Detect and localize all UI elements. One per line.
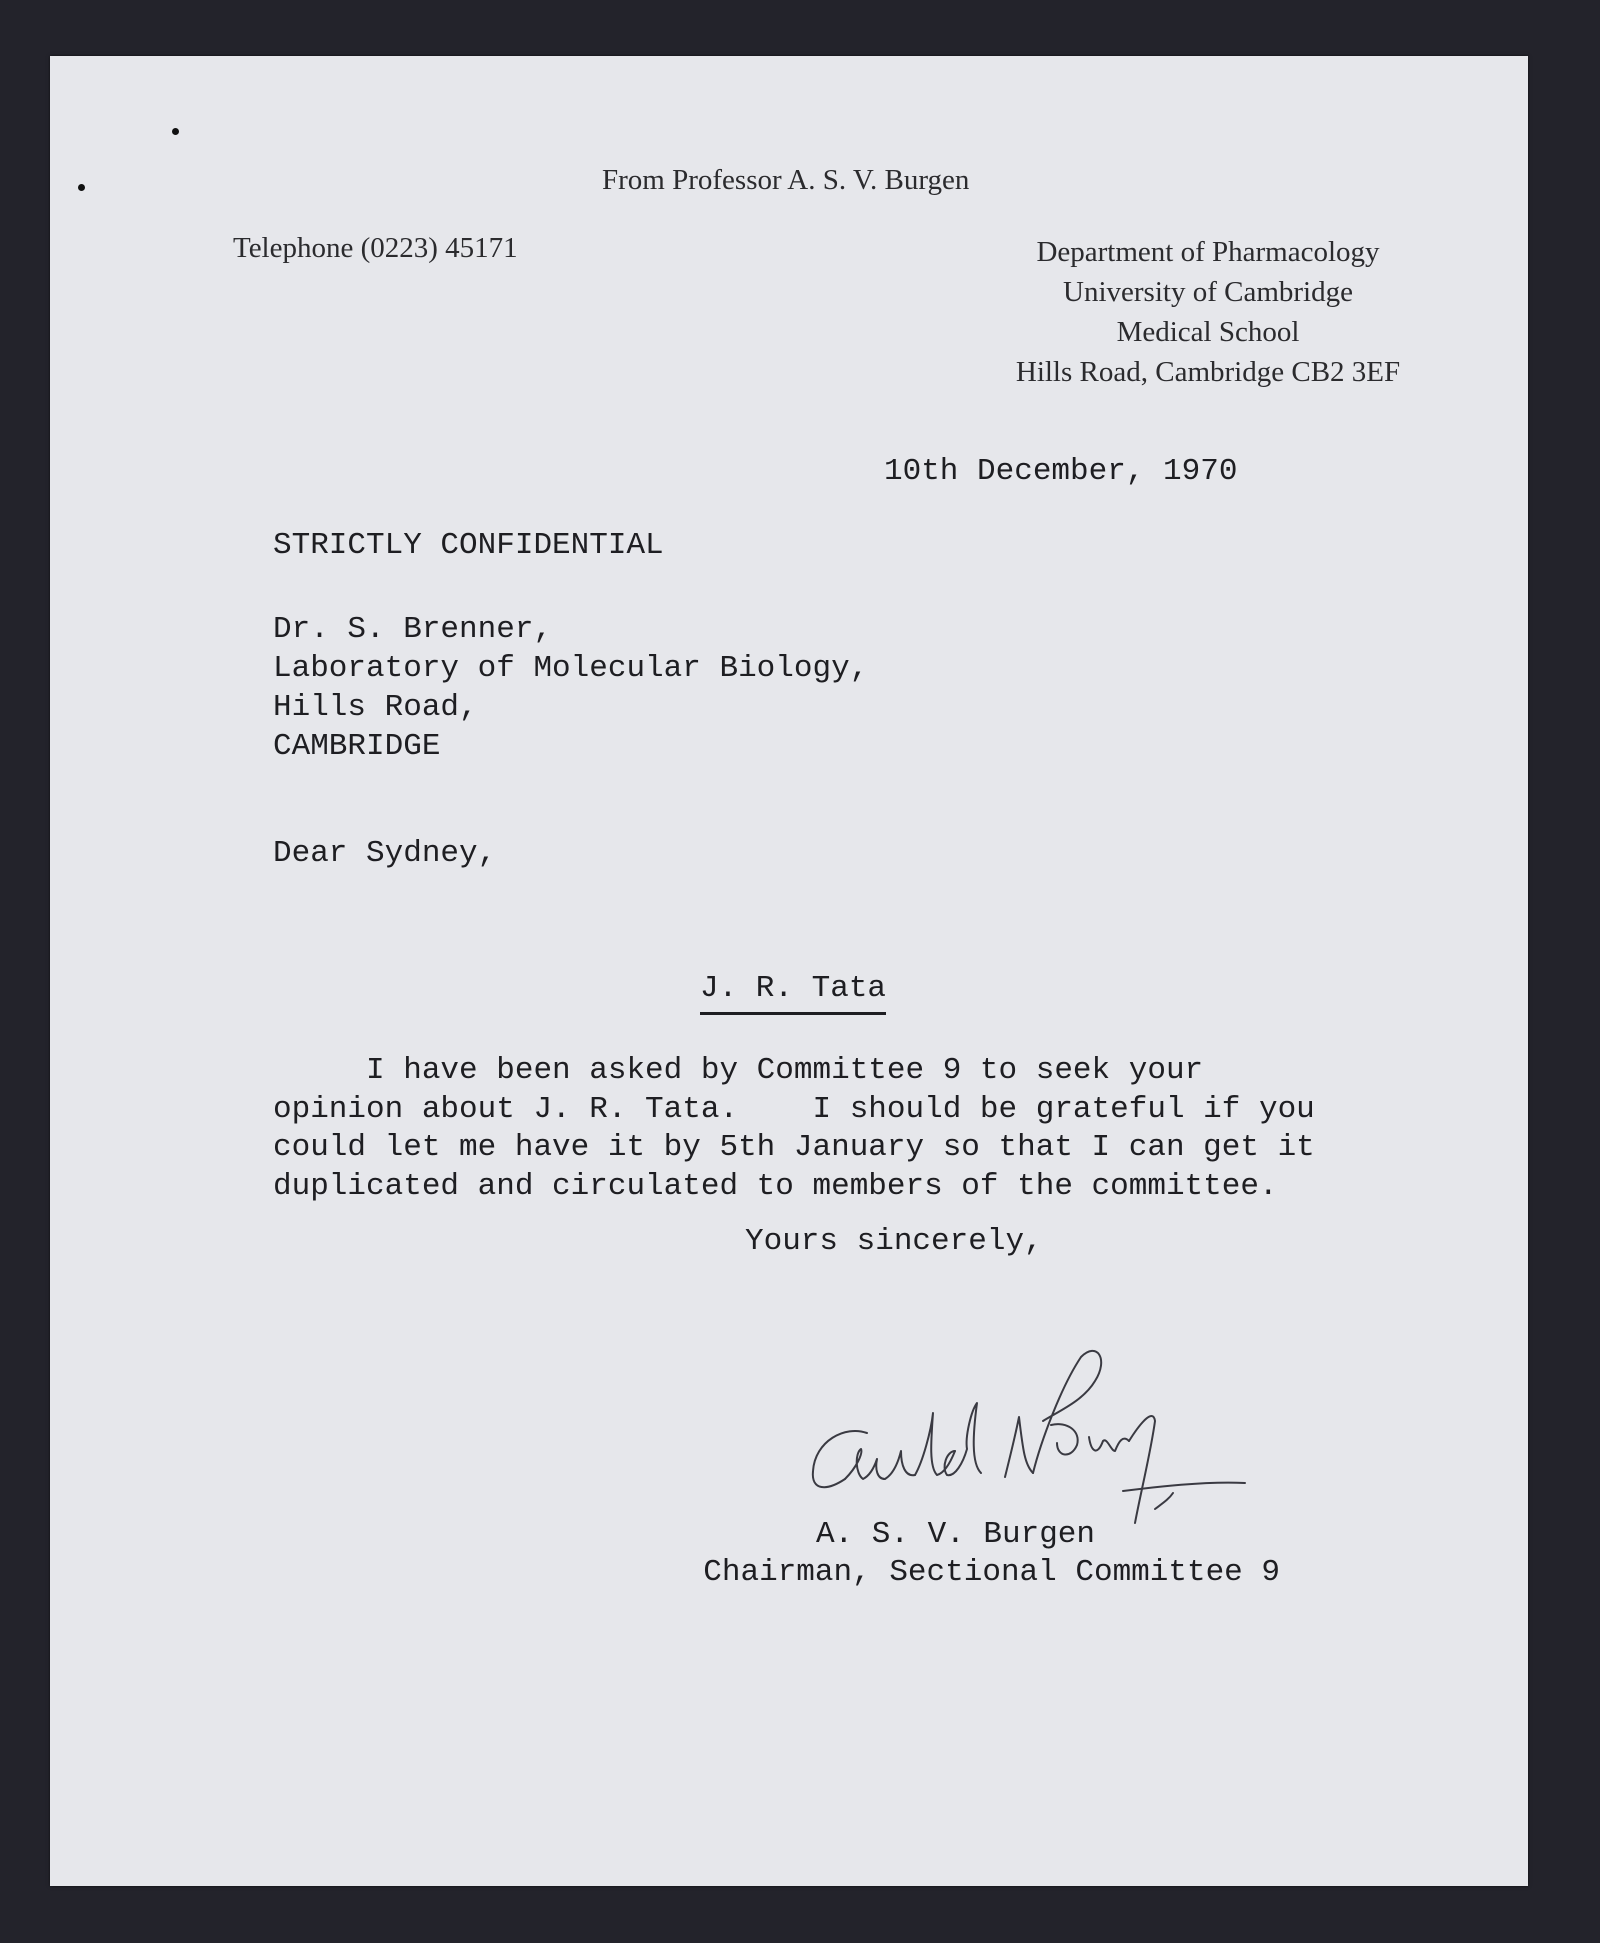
recipient-line: Dr. S. Brenner, [273, 612, 553, 647]
punch-mark [78, 184, 85, 191]
recipient-address [273, 610, 868, 766]
letterhead-address [928, 232, 1488, 392]
signer-name: A. S. V. Burgen [815, 1517, 1095, 1552]
body-line: duplicated and circulated to members of the committee. [273, 1168, 1278, 1204]
punch-mark [172, 128, 179, 135]
closing: Yours sincerely, [745, 1224, 1043, 1259]
signer-title: Chairman, Sectional Committee 9 [703, 1555, 1280, 1590]
signature-block [670, 1516, 1280, 1592]
subject-line: J. R. Tata [700, 971, 886, 1015]
letter-date: 10th December, 1970 [884, 454, 1238, 489]
recipient-line: Hills Road, [273, 690, 478, 725]
address-line: Hills Road, Cambridge CB2 3EF [1015, 356, 1401, 388]
body-line: could let me have it by 5th January so that I can get it [273, 1130, 1315, 1165]
letter-body [273, 1052, 1315, 1206]
letter-page [50, 56, 1528, 1886]
letterhead-from: From Professor A. S. V. Burgen [602, 164, 970, 196]
recipient-line: Laboratory of Molecular Biology, [273, 651, 869, 686]
address-line: Department of Pharmacology [1036, 236, 1380, 268]
confidential-label: STRICTLY CONFIDENTIAL [273, 528, 664, 563]
recipient-line: CAMBRIDGE [273, 729, 441, 764]
address-line: Medical School [1116, 316, 1300, 348]
address-line: University of Cambridge [1063, 276, 1353, 308]
body-line: I have been asked by Committee 9 to seek your [273, 1053, 1204, 1088]
letterhead-telephone: Telephone (0223) 45171 [233, 232, 518, 264]
salutation: Dear Sydney, [273, 836, 497, 871]
body-line: opinion about J. R. Tata. I should be grateful if you [273, 1091, 1315, 1127]
